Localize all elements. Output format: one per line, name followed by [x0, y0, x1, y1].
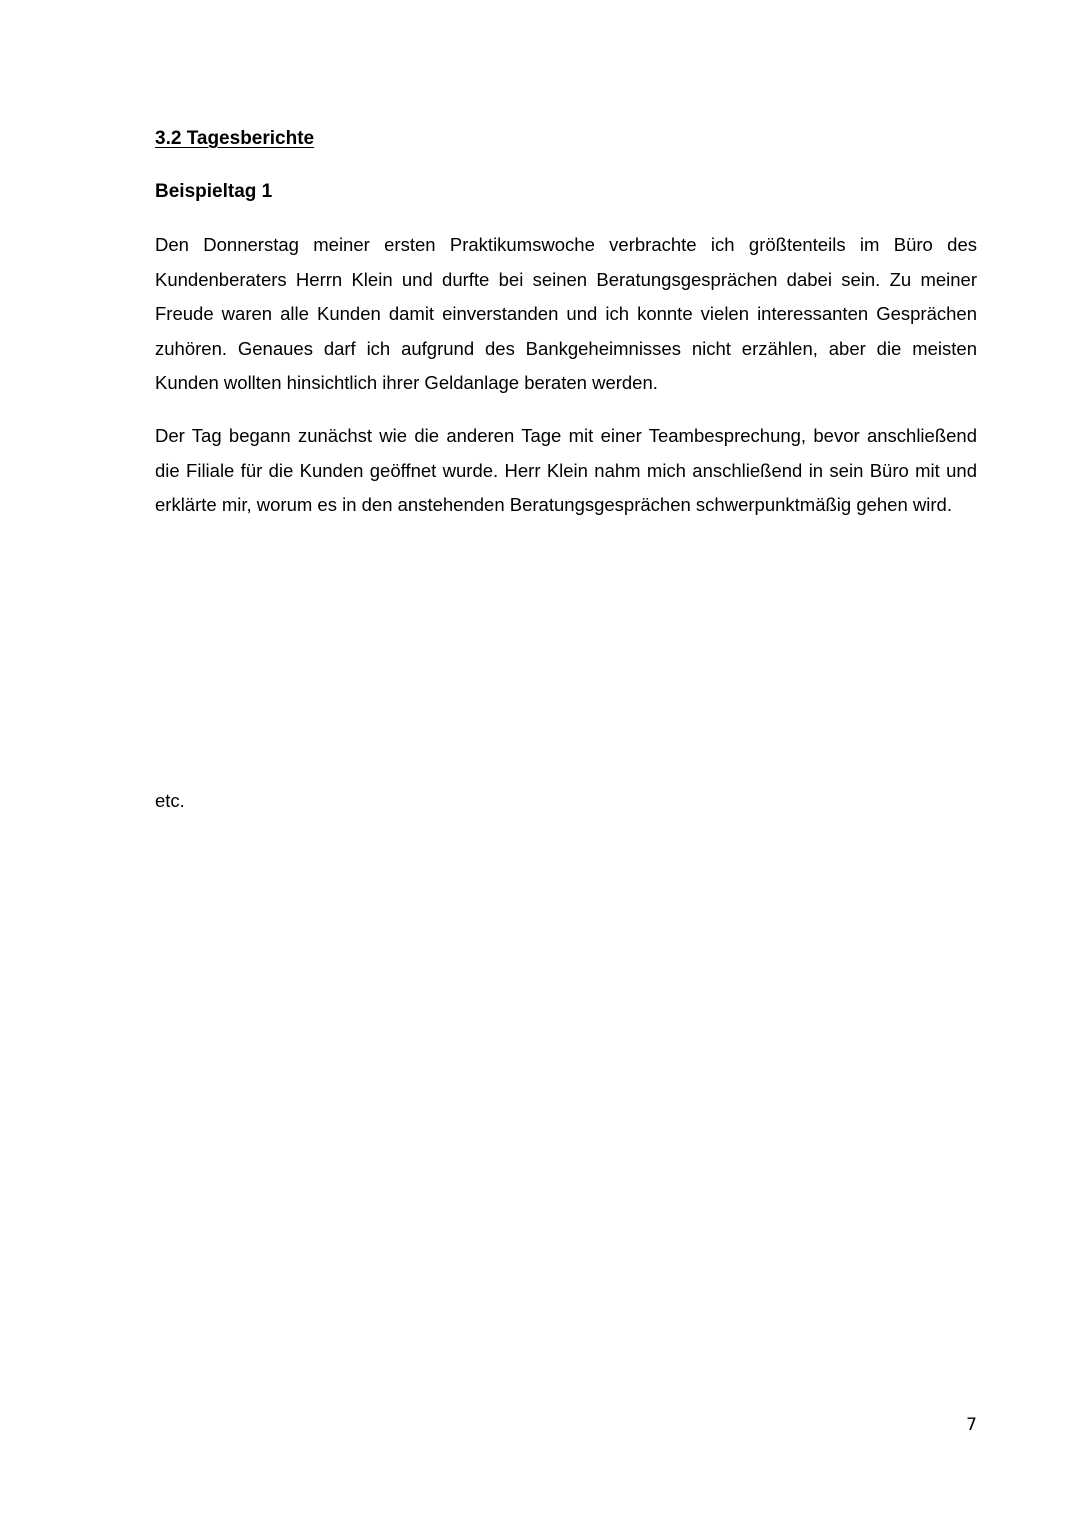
page-number: 7: [966, 1415, 977, 1435]
section-heading: 3.2 Tagesberichte: [155, 128, 315, 149]
body-paragraph-1: Den Donnerstag meiner ersten Praktikumswoche verbrachte ich größtenteils im Büro des Kundenberaters Herrn Klein und durfte bei seinen Beratungsgesprächen dabei sein. Zu meiner Freude waren alle Kunden damit einverstanden und ich konnte vielen interessanten Gesprächen zuhören. Genaues darf ich aufgrund des Bankgeheimnisses nicht erzählen, aber die meisten Kunden wollten hinsichtlich ihrer Geldanlage beraten werden.: [155, 234, 977, 393]
sub-heading: Beispieltag 1: [155, 181, 273, 202]
continuation-text: etc.: [155, 790, 185, 811]
body-paragraph-2: Der Tag begann zunächst wie die anderen Tage mit einer Teambesprechung, bevor anschließend die Filiale für die Kunden geöffnet wurde. Herr Klein nahm mich anschließend in sein Büro mit und erklärte mir, worum es in den anstehenden Beratungsgesprächen schwerpunktmäßig gehen wird.: [155, 425, 977, 515]
